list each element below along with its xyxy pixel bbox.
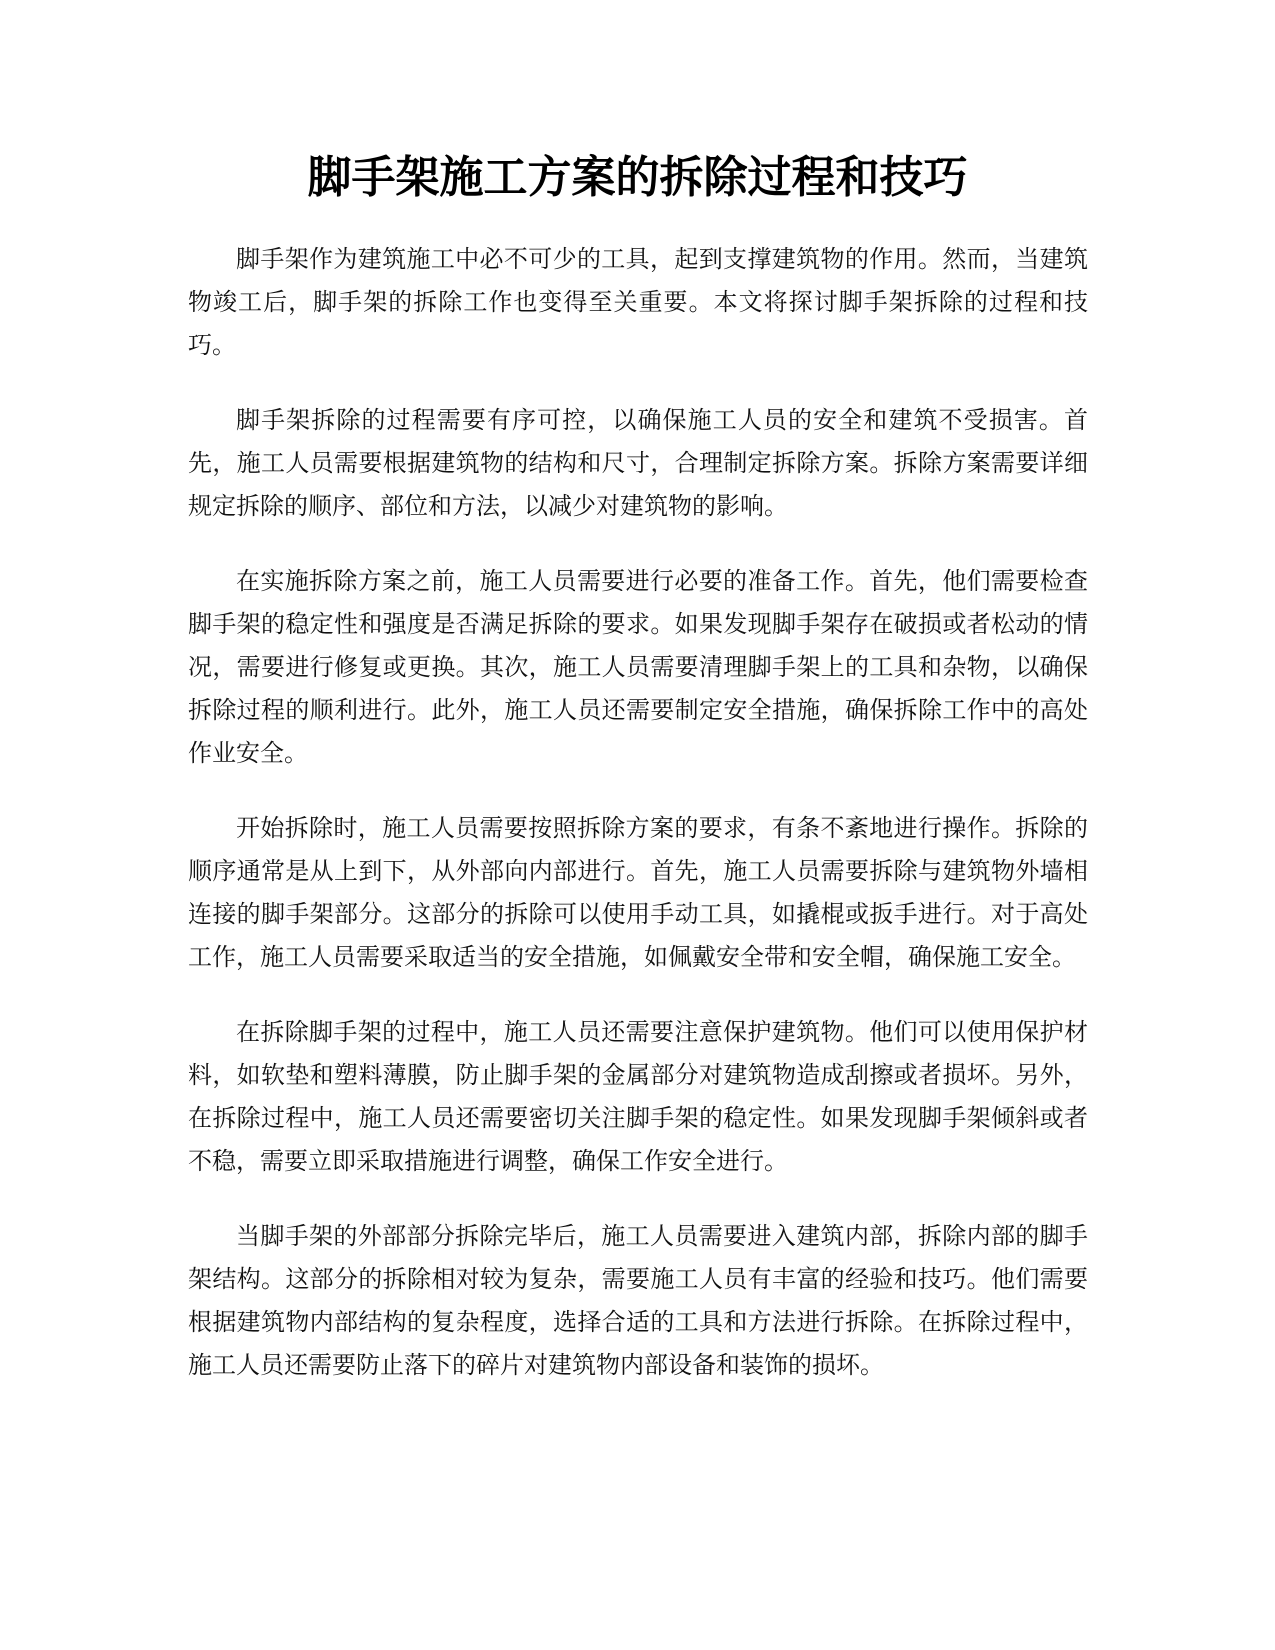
paragraph-process: 脚手架拆除的过程需要有序可控，以确保施工人员的安全和建筑不受损害。首先，施工人员需要根据建筑物的结构和尺寸，合理制定拆除方案。拆除方案需要详细规定拆除的顺序、部位和方法，以减少对建筑物的影响。 [188,406,1088,520]
paragraph-intro: 脚手架作为建筑施工中必不可少的工具，起到支撑建筑物的作用。然而，当建筑物竣工后，脚手架的拆除工作也变得至关重要。本文将探讨脚手架拆除的过程和技巧。 [188,245,1088,359]
document-body [188,238,1088,1419]
paragraph-preparation: 在实施拆除方案之前，施工人员需要进行必要的准备工作。首先，他们需要检查脚手架的稳定性和强度是否满足拆除的要求。如果发现脚手架存在破损或者松动的情况，需要进行修复或更换。其次，施工人员需要清理脚手架上的工具和杂物，以确保拆除过程的顺利进行。此外，施工人员还需要制定安全措施，确保拆除工作中的高处作业安全。 [188,567,1088,767]
paragraph-protection: 在拆除脚手架的过程中，施工人员还需要注意保护建筑物。他们可以使用保护材料，如软垫和塑料薄膜，防止脚手架的金属部分对建筑物造成刮擦或者损坏。另外，在拆除过程中，施工人员还需要密切关注脚手架的稳定性。如果发现脚手架倾斜或者不稳，需要立即采取措施进行调整，确保工作安全进行。 [188,1018,1088,1175]
paragraph-interior: 当脚手架的外部部分拆除完毕后，施工人员需要进入建筑内部，拆除内部的脚手架结构。这部分的拆除相对较为复杂，需要施工人员有丰富的经验和技巧。他们需要根据建筑物内部结构的复杂程度，选择合适的工具和方法进行拆除。在拆除过程中，施工人员还需要防止落下的碎片对建筑物内部设备和装饰的损坏。 [188,1222,1088,1379]
paragraph-start-removal: 开始拆除时，施工人员需要按照拆除方案的要求，有条不紊地进行操作。拆除的顺序通常是从上到下，从外部向内部进行。首先，施工人员需要拆除与建筑物外墙相连接的脚手架部分。这部分的拆除可以使用手动工具，如撬棍或扳手进行。对于高处工作，施工人员需要采取适当的安全措施，如佩戴安全带和安全帽，确保施工安全。 [188,814,1088,971]
document-title: 脚手架施工方案的拆除过程和技巧 [307,152,968,203]
